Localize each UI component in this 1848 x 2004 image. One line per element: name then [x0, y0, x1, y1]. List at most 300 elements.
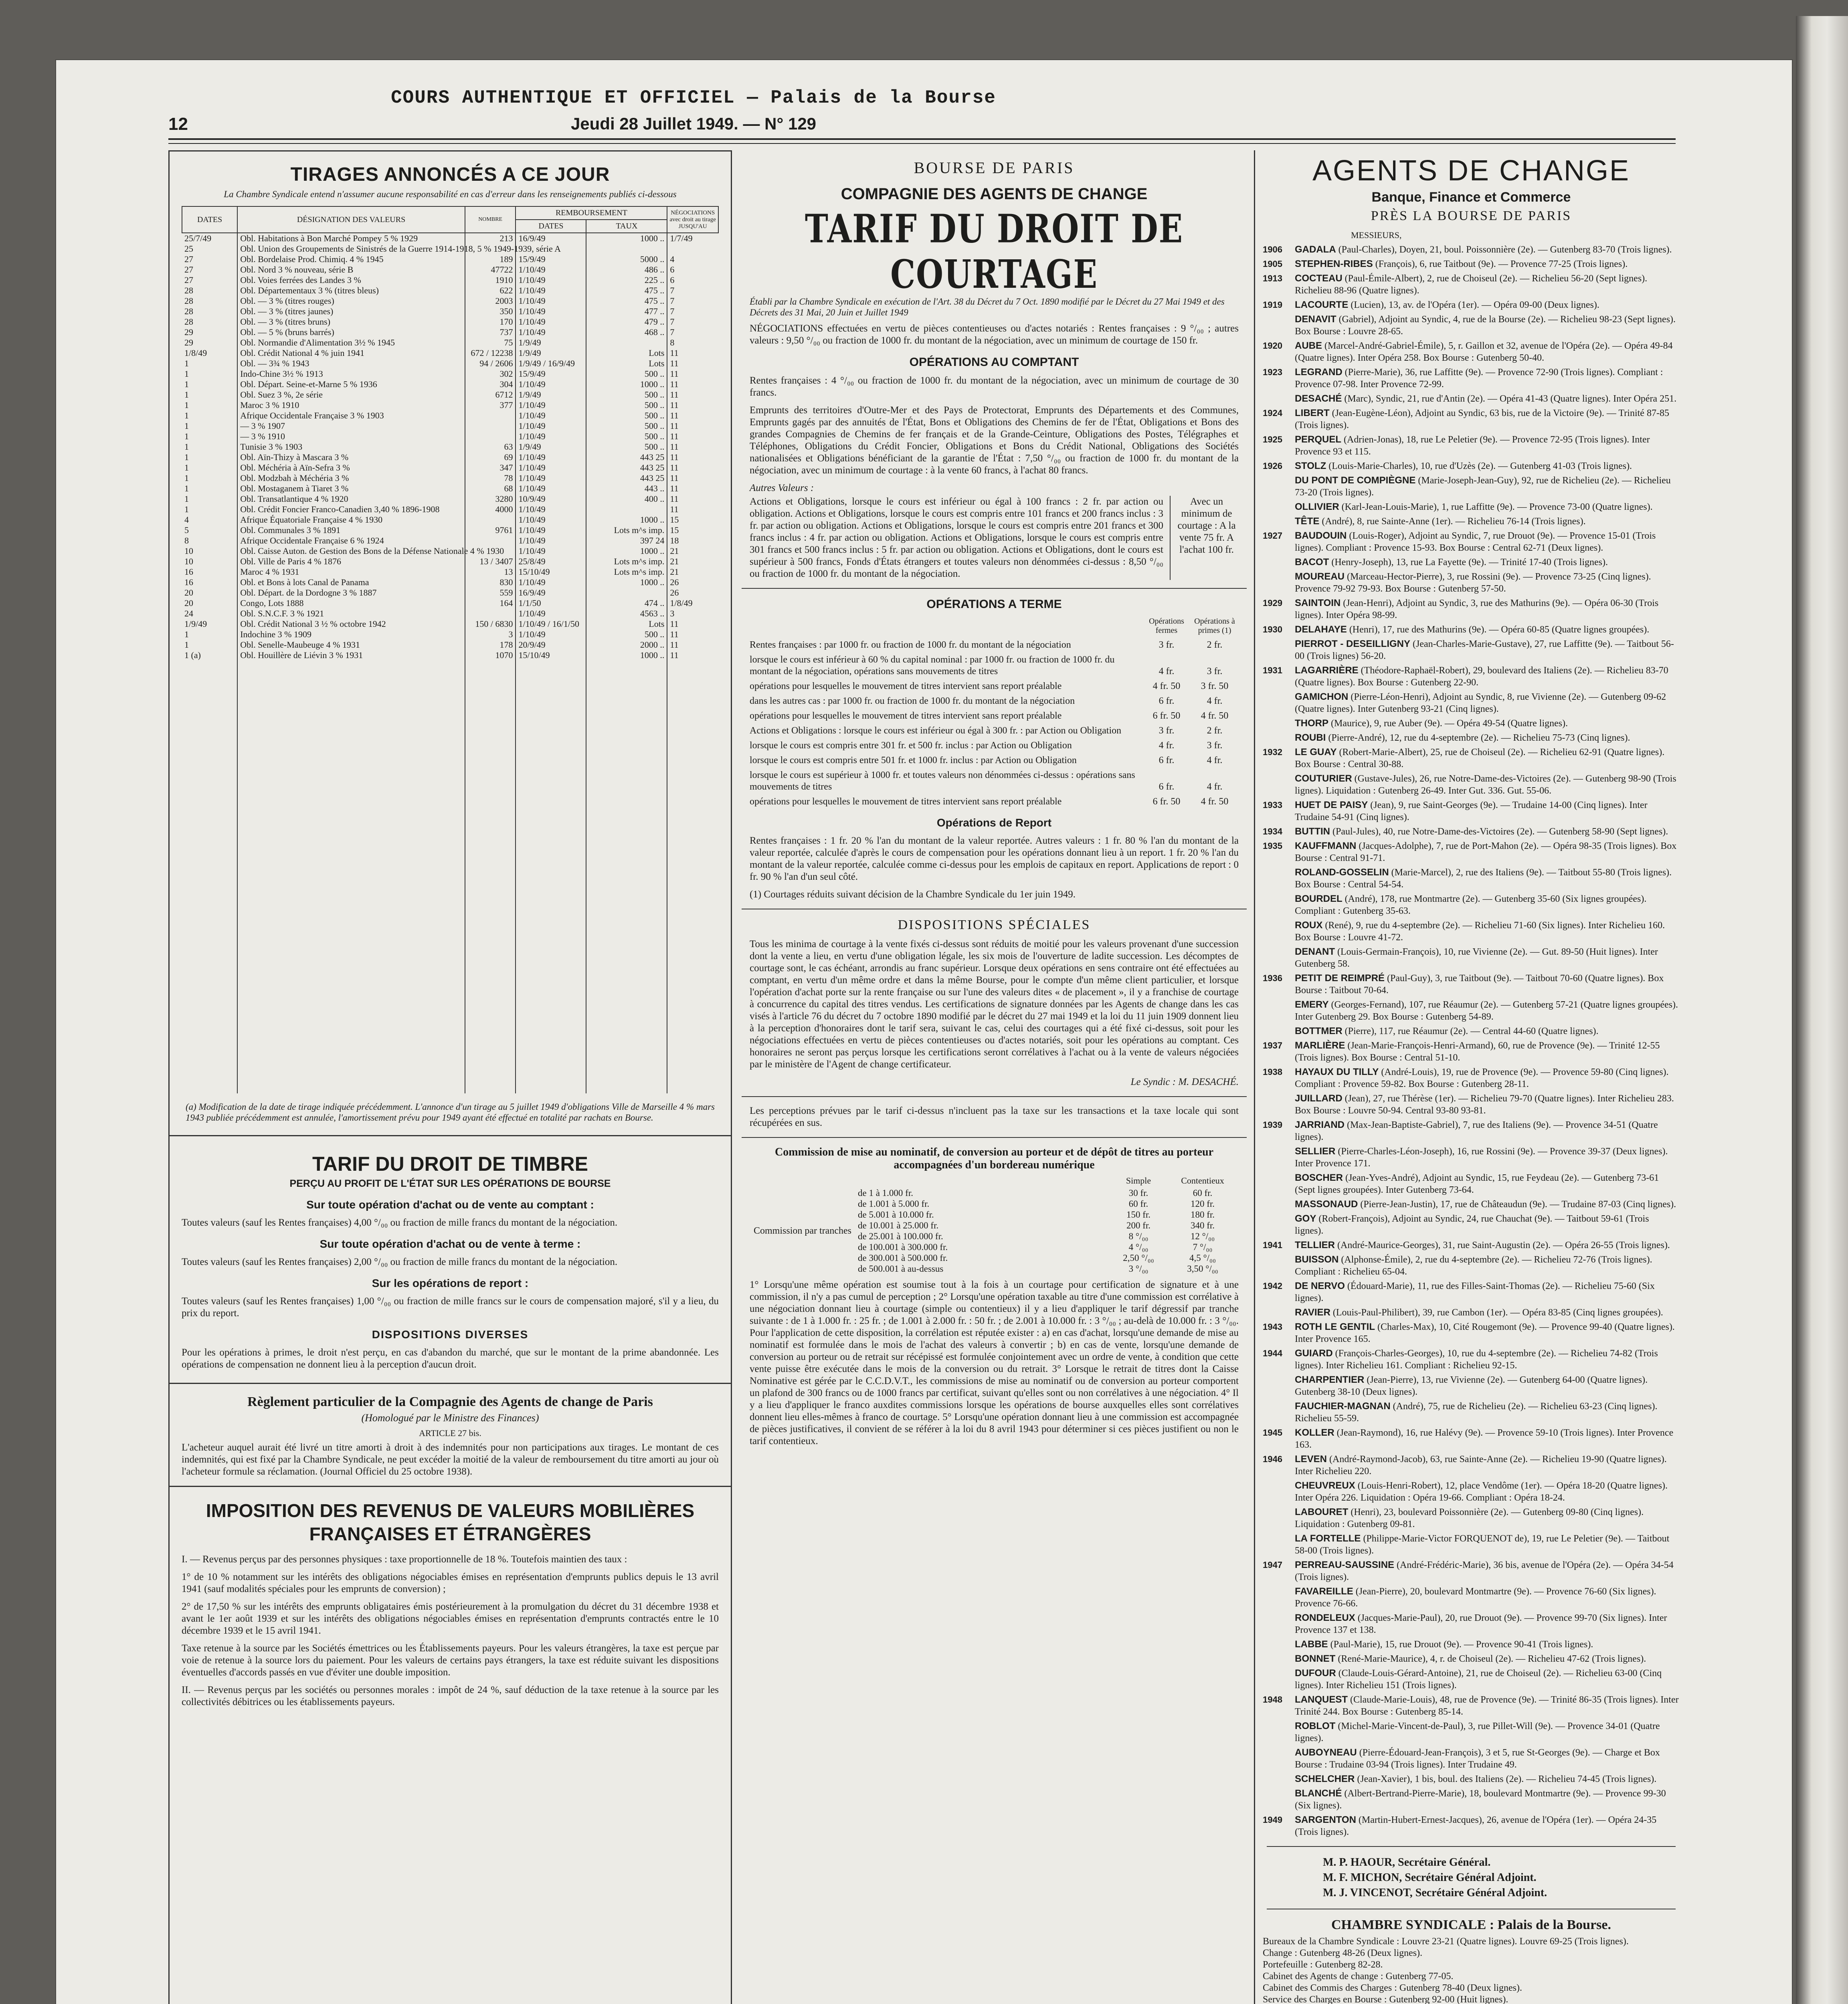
terme-desc: Actions et Obligations : lorsque le cours est inférieur ou égal à 300 fr. : par Action ou Obligation [750, 725, 1122, 736]
agent-entry [1263, 1559, 1680, 1583]
agent-name: LABBE [1295, 1639, 1328, 1650]
agent-details: (Claude-Louis-Gérard-Antoine), 21, rue de Choiseul (2e). — Richelieu 63-00 (Cinq lignes). Inter Richelieu 151 (Trois lignes). [1295, 1668, 1662, 1691]
agent-year: 1927 [1263, 531, 1282, 541]
agent-details: (Paul-Jules), 40, rue Notre-Dame-des-Victoires (2e). — Gutenberg 58-90 (Sept lignes). [1332, 826, 1668, 837]
tirages-cell: 1/8/49 [667, 598, 718, 608]
agent-name: PETIT DE REIMPRÉ [1295, 973, 1385, 984]
tirages-cell: 1/10/49 [516, 463, 586, 473]
tirages-cell: Obl. Crédit National 4 % juin 1941 [237, 348, 465, 358]
commission-range: de 300.001 à 500.000 fr. [858, 1253, 948, 1263]
agent-year: 1945 [1263, 1428, 1282, 1438]
imposition-p5: II. — Revenus perçus par les sociétés ou personnes morales : impôt de 24 %, sauf déduction de la taxe retenue à la source par les collectivités débitrices ou les établissements payeurs. [182, 1685, 719, 1707]
tirages-row [182, 577, 718, 588]
agent-name: DUFOUR [1295, 1668, 1336, 1679]
commission-col-simple: Simple [1126, 1176, 1151, 1186]
imposition-p3: 2° de 17,50 % sur les intérêts des emprunts obligataires émis postérieurement à la promulgation du décret du 31 décembre 1938 et avant le 1er août 1939 et sur les intérêts des obligations négociables émises en représentation d'emprunts contractés entre le 10 décembre 1939 et le 15 avril 1941. [182, 1601, 719, 1636]
tirages-row [182, 546, 718, 556]
agent-year: 1925 [1263, 434, 1282, 444]
commission-contentieux: 12 °/₀₀ [1190, 1231, 1215, 1241]
tirages-cell: 11 [667, 473, 718, 483]
agent-name: LEGRAND [1295, 367, 1343, 378]
agent-details: (Gabriel), Adjoint au Syndic, 4, rue de la Bourse (2e). — Richelieu 98-23 (Sept lignes). Box Bourse : Louvre 28-65. [1295, 314, 1676, 337]
agent-details: (Marie-Marcel), 2, rue des Italiens (9e). — Taitbout 55-80 (Trois lignes). Box Bourse : Central 54-54. [1295, 867, 1672, 890]
agent-details: (Théodore-Raphaël-Robert), 29, boulevard des Italiens (2e). — Richelieu 83-70 (Quatre lignes). Box Bourse : Gutenberg 22-90. [1295, 665, 1668, 688]
agent-details: (Jean-Xavier), 1 bis, boul. des Italiens (2e). — Richelieu 74-45 (Trois lignes). [1357, 1774, 1657, 1784]
agent-year: 1947 [1263, 1560, 1282, 1570]
officers-list [1323, 1855, 1680, 1901]
imposition-p1: I. — Revenus perçus par des personnes physiques : taxe proportionnelle de 18 %. Toutefois maintien des taux : [182, 1554, 627, 1565]
col-remb-dates: DATES [516, 220, 586, 233]
timbre-h4: DISPOSITIONS DIVERSES [372, 1328, 529, 1341]
agent-year: 1919 [1263, 300, 1282, 310]
tirages-cell: 6 [667, 275, 718, 285]
tirages-cell: 20 [184, 588, 193, 598]
tirages-cell: 170 [465, 317, 516, 327]
tirages-cell: 1/10/49 [516, 515, 586, 525]
agent-details: (Alphonse-Émile), 2, rue du 4-septembre (2e). — Richelieu 72-76 (Trois lignes). Compliant : Richelieu 65-04. [1295, 1255, 1652, 1277]
agent-entry [1263, 773, 1680, 797]
terme-fermes: 4 fr. [1159, 740, 1175, 751]
tirages-cell: Obl. Suez 3 %, 2e série [237, 390, 465, 400]
tirages-cell: 25/8/49 [516, 556, 586, 567]
tirages-cell: 21 [667, 556, 718, 567]
tirages-row [182, 233, 718, 244]
agent-entry [1263, 1213, 1680, 1237]
tirages-cell: 5000 .. [586, 254, 667, 265]
tirages-row [182, 400, 718, 410]
agent-name: RONDELEUX [1295, 1612, 1355, 1623]
tirages-cell: 11 [667, 390, 718, 400]
agent-entry [1263, 1480, 1680, 1504]
terme-primes: 2 fr. [1207, 725, 1223, 736]
commission-contentieux: 7 °/₀₀ [1193, 1242, 1213, 1252]
tirages-cell: 1/10/49 [516, 483, 586, 494]
terme-desc: lorsque le cours est compris entre 501 fr. et 1000 fr. inclus : par Action ou Obligation [750, 755, 1077, 766]
agent-details: (Lucien), 13, av. de l'Opéra (1er). — Opéra 09-00 (Deux lignes). [1351, 300, 1599, 310]
center-column [738, 150, 1251, 2004]
tirages-cell: 8 [667, 337, 718, 348]
agent-year: 1937 [1263, 1040, 1282, 1050]
agent-details: (René-Marie-Maurice), 4, r. de Choiseul (2e). — Richelieu 47-62 (Trois lignes). [1338, 1654, 1646, 1664]
tirages-cell: 1 [184, 463, 189, 473]
agent-name: DENANT [1295, 946, 1335, 957]
tirages-cell: 3280 [465, 494, 516, 504]
terme-desc: opérations pour lesquelles le mouvement de titres intervient sans report préalable [750, 796, 1062, 807]
tirages-cell: 10 [184, 546, 193, 556]
tirages-cell: 25/7/49 [184, 233, 212, 243]
agent-entry [1263, 867, 1680, 891]
agent-name: COUTURIER [1295, 773, 1352, 784]
agent-name: TELLIER [1295, 1240, 1335, 1250]
agent-entry [1263, 1814, 1680, 1838]
chambre-line: Cabinet des Agents de change : Gutenberg 77-05. [1263, 1971, 1454, 1982]
tirages-cell: — 3 % 1907 [237, 421, 465, 431]
tirages-cell [465, 431, 516, 442]
bourse-company: COMPAGNIE DES AGENTS DE CHANGE [841, 185, 1148, 203]
dispositions-text: Tous les minima de courtage à la vente fixés ci-dessus sont réduits de moitié pour les valeurs provenant d'une succession dont la vente a lieu, en vertu d'une obligation légale, les six mois de l'ouverture de ladite succession. Les décomptes de courtage sont, le cas échéant, arrondis au franc supérieur. Lorsque deux opérations en sens contraire ont été effectuées au comptant, en vertu d'un même ordre et dans la même Bourse, pour le compte d'un même client particulier, et lorsque l'opération d'achat porte sur la rente française ou sur l'une des valeurs dites « de placement », il y a franchise de courtage à concurrence du capital des titres vendus. Les certifications de signature données par les Agents de change dans les cas visés à l'article 76 du décret du 7 octobre 1890 modifié par le décret du 27 mai 1949 et la loi du 11 juin 1909 donnent lieu à la perception d'honoraires dont le tarif sera, suivant le cas, celui des courtages qui a été fixé ci-dessus, soit pour les négociations effectuées en vertu de pièces contentieuses ou d'actes notariés, soit pour les opérations au comptant. Ces honoraires ne seront pas perçus lorsque les certifications seront corrélatives à l'achat ou à la vente de valeurs négociées par le ministère de l'Agent de change certificateur. [750, 939, 1239, 1070]
agent-name: KOLLER [1295, 1427, 1334, 1438]
tirages-cell: Obl. Aïn-Thizy à Mascara 3 % [237, 452, 465, 463]
tirages-cell: 1000 .. [586, 650, 667, 661]
agent-name: JARRIAND [1295, 1119, 1345, 1130]
agent-entry [1263, 1400, 1680, 1424]
tirages-cell: Tunisie 3 % 1903 [237, 442, 465, 452]
tirages-cell: Obl. — 5 % (bruns barrés) [237, 327, 465, 337]
left-column [168, 150, 732, 2004]
agent-details: (Paul-Guy), 3, rue Taitbout (9e). — Taitbout 70-60 (Quatre lignes). Box Bourse : Taitbout 70-64. [1295, 973, 1664, 996]
terme-row [750, 740, 1239, 752]
tirages-cell: Obl. Départ. de la Dordogne 3 % 1887 [237, 588, 465, 598]
tirages-row [182, 504, 718, 515]
agent-entry [1263, 840, 1680, 864]
terme-row [750, 755, 1239, 766]
agent-details: (Jean-Yves-André), Adjoint au Syndic, 15, rue Feydeau (2e). — Gutenberg 73-61 (Sept lignes groupées). Inter Gutenberg 73-64. [1295, 1173, 1659, 1195]
agent-name: GOY [1295, 1213, 1316, 1224]
agent-entry [1263, 273, 1680, 297]
tirages-cell: 1/10/49 [516, 296, 586, 306]
tirages-row [182, 515, 718, 525]
terme-rows [738, 639, 1251, 808]
timbre-p4: Pour les opérations à primes, le droit n'est perçu, en cas d'abandon du marché, que sur le montant de la prime abandonnée. Les opérations de compensation ne donnent lieu à la perception d'aucun droit. [182, 1347, 719, 1370]
tirages-cell: 1/10/49 [516, 306, 586, 317]
tirages-cell: Obl. Communales 3 % 1891 [237, 525, 465, 535]
tirages-cell: 178 [465, 640, 516, 650]
tirages-row [182, 608, 718, 619]
agent-details: (Pierre-Édouard-Jean-François), 3 et 5, rue St-Georges (9e). — Charge et Box Bourse : Trudaine 03-94 (Trois lignes). Inter Trudaine 49. [1295, 1747, 1660, 1770]
tirages-cell: 830 [465, 577, 516, 588]
agent-entry [1263, 665, 1680, 689]
tirages-cell: 15/9/49 [516, 369, 586, 379]
tirages-row [182, 265, 718, 275]
agent-details: (Louis-Marie-Charles), 10, rue d'Uzès (2e). — Gutenberg 41-03 (Trois lignes). [1328, 461, 1632, 471]
agent-entry [1263, 624, 1680, 636]
agent-details: (André), 75, rue de Richelieu (2e). — Richelieu 63-23 (Cinq lignes). Richelieu 55-59. [1295, 1401, 1658, 1424]
terme-desc: dans les autres cas : par 1000 fr. ou fraction de 1000 fr. du montant de la négociation [750, 696, 1075, 706]
agent-entry [1263, 1066, 1680, 1090]
tirages-cell: 622 [465, 285, 516, 296]
tirages-cell: 1/10/49 [516, 577, 586, 588]
tirages-row [182, 473, 718, 483]
agent-details: (Jean), 27, rue Thérèse (1er). — Richelieu 79-70 (Quatre lignes). Inter Richelieu 283. Box Bourse : Louvre 50-94. Central 93-80 93-81. [1295, 1093, 1674, 1116]
agent-name: LABOURET [1295, 1507, 1349, 1517]
tirages-cell: 500 .. [586, 390, 667, 400]
tirages-row [182, 296, 718, 306]
col-taux: TAUX [586, 220, 667, 233]
reglement-article: ARTICLE 27 bis. [419, 1428, 481, 1438]
commission-simple: 8 °/₀₀ [1128, 1231, 1148, 1241]
timbre-h3: Sur les opérations de report : [372, 1277, 529, 1289]
agent-name: AUBOYNEAU [1295, 1747, 1357, 1758]
tirages-cell: 16/9/49 [516, 233, 586, 244]
terme-desc: lorsque le cours est compris entre 301 fr. et 500 fr. inclus : par Action ou Obligation [750, 740, 1072, 751]
agent-entry [1263, 597, 1680, 621]
perceptions-text: Les perceptions prévues par le tarif ci-dessus n'incluent pas la taxe sur les transactions et la taxe locale qui sont récupérées en sus. [750, 1105, 1239, 1128]
tirages-row [182, 421, 718, 431]
agent-details: (Marc), Syndic, 21, rue d'Antin (2e). — Opéra 41-43 (Quatre lignes). Inter Opéra 251. [1344, 394, 1677, 404]
tirages-cell: 47722 [465, 265, 516, 275]
tirages-cell: 1 [184, 431, 189, 441]
tirages-cell: 350 [465, 306, 516, 317]
commission-rows [858, 1188, 1235, 1274]
agent-name: BONNET [1295, 1653, 1336, 1664]
agent-details: (Jean-Pierre), 20, boulevard Montmartre (9e). — Provence 76-60 (Six lignes). Provence 76-66. [1295, 1586, 1656, 1609]
agent-entry [1263, 299, 1680, 311]
agent-entry [1263, 530, 1680, 554]
terme-primes: 3 fr. 50 [1201, 681, 1229, 691]
terme-row [750, 681, 1239, 692]
tirages-cell: 443 25 [586, 452, 667, 463]
agent-details: (Jean-Henri), Adjoint au Syndic, 3, rue des Mathurins (9e). — Opéra 06-30 (Trois lignes). Inter Opéra 98-99. [1295, 598, 1659, 620]
agent-year: 1920 [1263, 341, 1282, 351]
tirages-cell: 1/10/49 [516, 431, 586, 442]
tirages-note: (a) Modification de la date de tirage indiquée précédemment. L'annonce d'un tirage au 5 juillet 1949 d'obligations Ville de Marseille 4 % mars 1943 publiée précédemment est annulée, l'amortissement prévu pour 1949 ayant été effectué en totalité par rachats en Bourse. [186, 1102, 715, 1123]
tirages-cell: 11 [667, 369, 718, 379]
tirages-cell: 737 [465, 327, 516, 337]
agent-year: 1935 [1263, 841, 1282, 851]
agent-details: (Gustave-Jules), 26, rue Notre-Dame-des-Victoires (2e). — Gutenberg 98-90 (Trois lignes). Liquidation : Gutenberg 26-49. Inter Gut. 336. Gut. 55-06. [1295, 774, 1676, 796]
terme-fermes: 6 fr. [1159, 755, 1175, 766]
tirages-cell: 15 [667, 515, 718, 525]
agent-entry [1263, 919, 1680, 943]
agent-name: ROUX [1295, 920, 1323, 931]
chambre-line: Bureaux de la Chambre Syndicale : Louvre 23-21 (Quatre lignes). Louvre 69-25 (Trois lignes). [1263, 1936, 1629, 1947]
tirages-cell: 500 .. [586, 421, 667, 431]
agent-entry [1263, 1747, 1680, 1771]
tirages-row [182, 254, 718, 265]
agent-year: 1942 [1263, 1281, 1282, 1291]
tirages-cell: 1/10/49 [516, 525, 586, 535]
agent-details: (François), 6, rue Taitbout (9e). — Provence 77-25 (Trois lignes). [1375, 259, 1628, 269]
agent-details: (Jacques-Adolphe), 7, rue de Port-Mahon (2e). — Opéra 98-35 (Trois lignes). Box Bourse : Central 91-71. [1295, 841, 1677, 863]
terme-primes: 4 fr. [1207, 755, 1223, 766]
agent-details: (Marcel-André-Gabriel-Émile), 5, r. Gaillon et 32, avenue de l'Opéra (2e). — Opéra 49-84 (Quatre lignes). Inter Opéra 258. Box Bourse : Gutenberg 50-40. [1295, 341, 1673, 363]
report-heading: Opérations de Report [936, 816, 1052, 829]
tirages-cell: 1/10/49 [516, 473, 586, 483]
autres-heading: Autres Valeurs : [750, 483, 814, 493]
tirages-row [182, 275, 718, 285]
agent-entry [1263, 1198, 1680, 1210]
tirages-row [182, 442, 718, 452]
tirages-cell: 1/9/49 / 16/9/49 [516, 358, 586, 369]
terme-desc: lorsque le cours est supérieur à 1000 fr. et toutes valeurs non dénommées ci-dessus : opérations sans mouvements de titres [750, 770, 1135, 792]
chambre-title: CHAMBRE SYNDICALE : Palais de la Bourse. [1331, 1917, 1611, 1932]
tirages-row [182, 629, 718, 640]
tirages-cell: 11 [667, 504, 718, 515]
agent-name: BOURDEL [1295, 893, 1343, 904]
commission-text: 1° Lorsqu'une même opération est soumise tout à la fois à un courtage pour certification de signature et à une commission, il n'y a pas cumul de perception ; 2° Lorsqu'une opération taxable au titre d'une commission est corrélative à une négociation donnant lieu à courtage (simple ou contentieux) il y a lieu d'appliquer le tarif dégressif par tranche suivante : de 1 à 1.000 fr. : 25 fr. ; de 1.001 à 2.000 fr. : 50 fr. ; de 2.001 à 10.000 fr. : 3 °/₀₀ ; au-delà de 10.000 fr. : 3 °/₀₀. Pour l'application de cette disposition, la corrélation est réputée exister : a) en cas d'achat, lorsqu'une demande de mise au nominatif est formulée dans le mois de l'achat des valeurs à convertir ; b) en cas de vente, lorsqu'une demande de conversion au porteur ou de retrait sur récépissé est formulée conjointement avec un ordre de vente, à condition que cette vente puisse être exécutée dans le mois de la conversion ou du retrait. 3° Lorsque le retrait de titres dont la Caisse Nominative est gérée par le C.C.D.V.T., les commissions de mise au nominatif ou de conversion au porteur comportent un plafond de 300 francs ou de 1000 francs par certificat, suivant qu'elles sont ou non corrélatives à une négociation. 4° Il y a lieu d'appliquer le franco auxdites commissions lorsque les opérations de bourse auxquelles elles sont corrélatives donnent lieu elles-mêmes à franco de courtage. 5° Lorsqu'une opération donnant lieu à une commission est accompagnée de pièces justificatives, il convient de se référer à la loi du 8 avril 1943 pour déterminer si ces pièces justifient ou non le tarif contentieux. [750, 1279, 1239, 1446]
tirages-cell: Obl. Crédit Foncier Franco-Canadien 3,40 % 1896-1908 [237, 504, 465, 515]
tirages-row [182, 483, 718, 494]
agent-name: CHARPENTIER [1295, 1374, 1365, 1385]
agent-details: (Jacques-Marie-Paul), 20, rue Drouot (9e). — Provence 99-70 (Six lignes). Inter Provence 137 et 138. [1295, 1613, 1667, 1635]
agent-entry [1263, 434, 1680, 458]
agent-entry [1263, 1145, 1680, 1170]
tirages-cell: Obl. — 3 % (titres jaunes) [237, 306, 465, 317]
agent-details: (André-Raymond-Jacob), 63, rue Sainte-Anne (2e). — Richelieu 19-90 (Quatre lignes). Inter Richelieu 220. [1295, 1454, 1667, 1477]
tirages-cell: 1/10/49 [516, 379, 586, 390]
tirages-cell [465, 410, 516, 421]
agent-year: 1930 [1263, 624, 1282, 634]
tirages-row [182, 431, 718, 442]
agent-details: (Jean-Charles-Marie-Gustave), 27, rue Laffitte (9e). — Taitbout 56-00 (Trois lignes) 56-20. [1295, 639, 1674, 661]
agent-name: RAVIER [1295, 1307, 1330, 1318]
commission-row [858, 1220, 1235, 1231]
agent-entry [1263, 1667, 1680, 1691]
terme-fermes: 3 fr. [1159, 725, 1175, 736]
tirages-cell: 1/10/49 [516, 504, 586, 515]
agent-details: (Jean-Pierre), 13, rue Vivienne (2e). — Gutenberg 64-00 (Quatre lignes). Gutenberg 38-10 (Deux lignes). [1295, 1375, 1648, 1397]
agent-entry [1263, 1788, 1680, 1812]
agent-details: (Henri), 17, rue des Mathurins (9e). — Opéra 60-85 (Quatre lignes groupées). [1349, 624, 1650, 635]
agent-details: (Robert-Marie-Albert), 25, rue de Choiseul (2e). — Richelieu 62-91 (Quatre lignes). Box Bourse : Central 30-88. [1295, 747, 1665, 770]
tirages-cell: 68 [465, 483, 516, 494]
tirages-table [182, 206, 719, 1093]
agents-near: PRÈS LA BOURSE DE PARIS [1371, 208, 1572, 223]
agent-entry [1263, 475, 1680, 499]
agent-entry [1263, 556, 1680, 568]
commission-simple: 2,50 °/₀₀ [1123, 1253, 1154, 1263]
agent-details: (André-Frédéric-Marie), 36 bis, avenue de l'Opéra (2e). — Opéra 34-54 (Trois lignes). [1295, 1560, 1674, 1582]
terme-fermes: 4 fr. 50 [1152, 681, 1181, 691]
tirages-row [182, 244, 718, 254]
tirages-cell: 15/10/49 [516, 567, 586, 577]
agent-name: CHEUVREUX [1295, 1480, 1355, 1491]
tirages-cell: 474 .. [586, 598, 667, 608]
tirages-cell: 302 [465, 369, 516, 379]
bourse-kicker: BOURSE DE PARIS [914, 159, 1075, 177]
tirages-cell: 4 [184, 515, 189, 525]
agent-entry [1263, 717, 1680, 729]
commission-col-contentieux: Contentieux [1181, 1176, 1224, 1186]
tirages-cell: 16 [184, 567, 193, 577]
tirages-cell: 27 [184, 265, 193, 275]
tirages-cell: 225 .. [586, 275, 667, 285]
tirages-cell: 304 [465, 379, 516, 390]
tirages-cell: 4000 [465, 504, 516, 515]
tirages-cell: Afrique Équatoriale Française 4 % 1930 [237, 515, 465, 525]
tirages-row [182, 379, 718, 390]
terme-fermes: 6 fr. [1159, 782, 1175, 792]
tirages-cell: 1 [184, 473, 189, 483]
commission-simple: 200 fr. [1126, 1220, 1151, 1230]
tirages-cell: 27 [184, 254, 193, 264]
tirages-row [182, 348, 718, 358]
tirages-cell: 11 [667, 421, 718, 431]
agent-name: TÊTE [1295, 516, 1320, 527]
tirages-cell: 7 [667, 285, 718, 296]
agent-entry [1263, 1694, 1680, 1718]
tirages-cell: Obl. Méchéria à Aïn-Sefra 3 % [237, 463, 465, 473]
tirages-cell: 1/10/49 [516, 535, 586, 546]
tirages-cell: Obl. Transatlantique 4 % 1920 [237, 494, 465, 504]
tirages-cell: Congo, Lots 1888 [237, 598, 465, 608]
tirages-row [182, 317, 718, 327]
terme-desc: opérations pour lesquelles le mouvement de titres intervient sans report préalable [750, 711, 1062, 721]
commission-heading: Commission de mise au nominatif, de conversion au porteur et de dépôt de titres au porteur accompagnées d'un bordereau numérique [774, 1146, 1214, 1171]
tirages-cell: 15/9/49 [516, 254, 586, 265]
tirages-row [182, 390, 718, 400]
tirages-cell: 1/10/49 [516, 285, 586, 296]
tirages-cell: 7 [667, 296, 718, 306]
agent-details: (André-Louis), 19, rue de Provence (9e). — Provence 59-80 (Cinq lignes). Compliant : Provence 59-82. Box Bourse : Gutenberg 28-11. [1295, 1067, 1669, 1089]
officer-line: M. J. VINCENOT, Secrétaire Général Adjoint. [1323, 1887, 1547, 1899]
tirages-cell: 1 [184, 504, 189, 514]
tirages-cell: 477 .. [586, 306, 667, 317]
tirages-cell: 1/9/49 [516, 390, 586, 400]
agent-year: 1939 [1263, 1120, 1282, 1130]
agent-details: (Louis-Paul-Philibert), 39, rue Cambon (1er). — Opéra 83-85 (Cinq lignes groupées). [1332, 1307, 1663, 1318]
agent-name: STOLZ [1295, 461, 1326, 471]
tirages-cell: 21 [667, 546, 718, 556]
tirages-row [182, 358, 718, 369]
tirages-cell: 1/9/49 [184, 619, 207, 629]
commission-simple: 60 fr. [1128, 1199, 1148, 1209]
tirages-cell: 1/10/49 / 16/1/50 [516, 619, 586, 629]
commission-contentieux: 120 fr. [1190, 1199, 1215, 1209]
commission-row [858, 1231, 1235, 1242]
tirages-cell: 11 [667, 400, 718, 410]
tirages-cell: Maroc 4 % 1931 [237, 567, 465, 577]
dispositions-heading: DISPOSITIONS SPÉCIALES [898, 917, 1091, 932]
tirages-cell: 1/10/49 [516, 421, 586, 431]
agent-details: (Adrien-Jonas), 18, rue Le Peletier (9e). — Provence 72-95 (Trois lignes). Inter Provence 93 et 115. [1295, 434, 1650, 457]
agent-name: STEPHEN-RIBES [1295, 259, 1373, 269]
tirages-cell: Obl. — 3¾ % 1943 [237, 358, 465, 369]
tirages-cell: 11 [667, 619, 718, 629]
tirages-cell: 15 [667, 525, 718, 535]
agent-entry [1263, 638, 1680, 662]
tirages-cell: 3 [465, 629, 516, 640]
agent-entry [1263, 1533, 1680, 1557]
agent-entry [1263, 1374, 1680, 1398]
chambre-line: Change : Gutenberg 48-26 (Deux lignes). [1263, 1948, 1423, 1958]
tirages-row [182, 327, 718, 337]
tirages-cell: 1000 .. [586, 233, 667, 244]
tirages-cell: 1/10/49 [516, 608, 586, 619]
tirages-row [182, 598, 718, 608]
agents-list [1263, 244, 1680, 1838]
tirages-cell: 11 [667, 348, 718, 358]
agent-name: BAUDOUIN [1295, 530, 1347, 541]
agent-name: LEVEN [1295, 1454, 1327, 1465]
tirages-cell: 75 [465, 337, 516, 348]
commission-range: de 25.001 à 100.000 fr. [858, 1231, 943, 1241]
tirages-cell: 26 [667, 588, 718, 598]
terme-desc: opérations pour lesquelles le mouvement de titres intervient sans report préalable [750, 681, 1062, 691]
agent-entry [1263, 1254, 1680, 1278]
timbre-title: TARIF DU DROIT DE TIMBRE [312, 1153, 588, 1175]
terme-fermes: 6 fr. 50 [1152, 796, 1181, 807]
chambre-line: Service des Charges en Bourse : Gutenberg 92-00 (Huit lignes). [1263, 1994, 1508, 2004]
terme-primes: 4 fr. 50 [1201, 796, 1229, 807]
terme-primes: 4 fr. 50 [1201, 711, 1229, 721]
tirages-cell: 486 .. [586, 265, 667, 275]
tirages-cell: 468 .. [586, 327, 667, 337]
tirages-cell [586, 661, 667, 1093]
tirages-cell: 16 [184, 577, 193, 587]
tirages-cell: 1/9/49 [516, 442, 586, 452]
agent-entry [1263, 999, 1680, 1023]
tirages-cell: 8 [184, 535, 189, 545]
tirages-cell: 6 [667, 265, 718, 275]
commission-row [858, 1252, 1235, 1263]
timbre-h2: Sur toute opération d'achat ou de vente à terme : [319, 1238, 581, 1250]
agent-year: 1941 [1263, 1240, 1282, 1250]
tirages-cell: Afrique Occidentale Française 6 % 1924 [237, 535, 465, 546]
tirages-cell: 13 / 3407 [465, 556, 516, 567]
tirages-cell: Obl. et Bons à lots Canal de Panama [237, 577, 465, 588]
tirages-row [182, 588, 718, 598]
